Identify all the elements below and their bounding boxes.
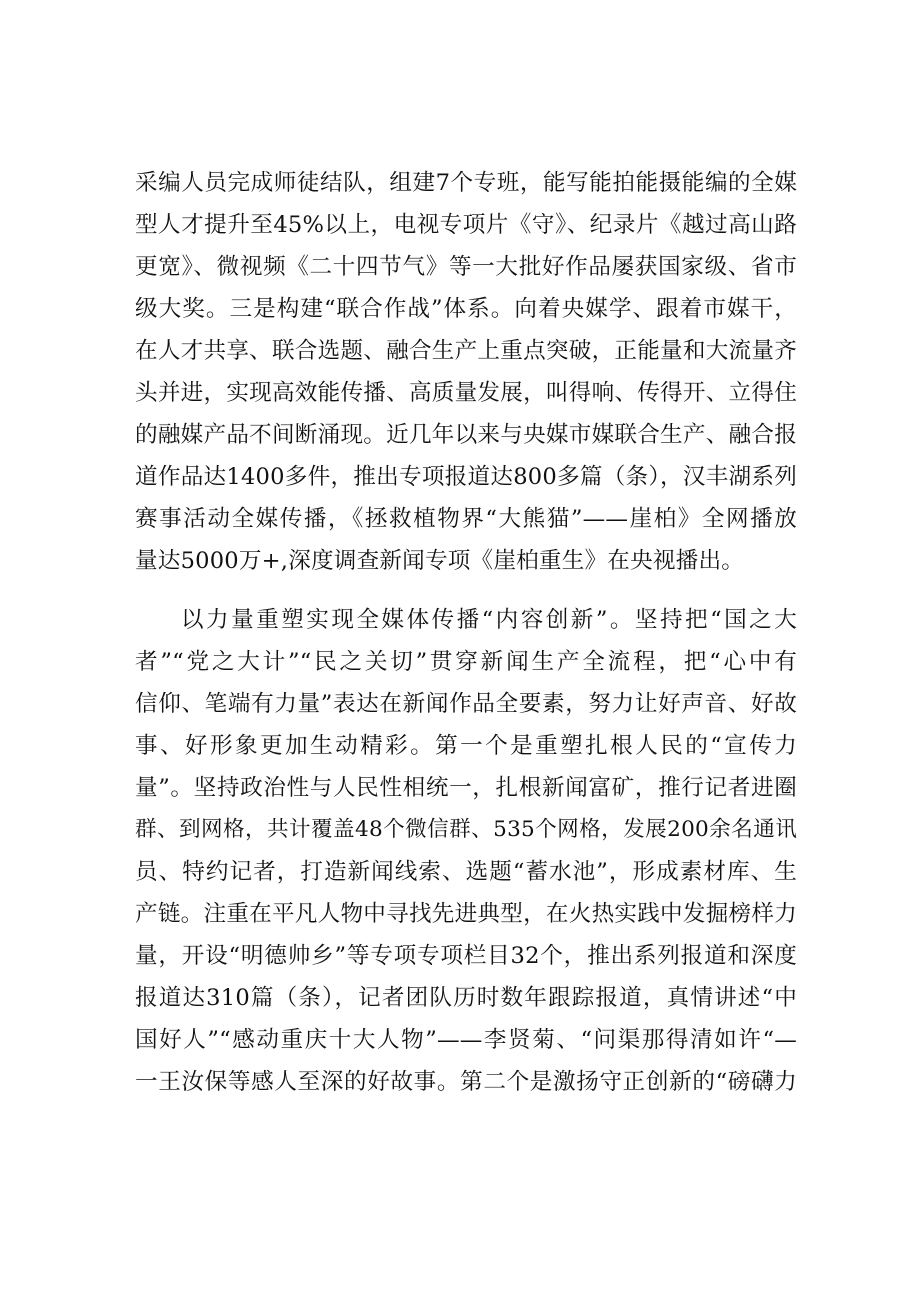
text-line: 一王汝保等感人至深的好故事。第二个是激扬守正创新的“磅礴力 [135,1069,797,1095]
text-line: 在人才共享、联合选题、融合生产上重点突破，正能量和大流量齐 [135,338,797,364]
text-line: 者”“党之大计”“民之关切”贯穿新闻生产全流程，把“心中有 [135,649,797,675]
text-line: 的融媒产品不间断涌现。近几年以来与央媒市媒联合生产、融合报 [135,422,797,448]
text-line: 更宽》、微视频《二十四节气》等一大批好作品屡获国家级、省市 [135,254,797,280]
text-line: 以力量重塑实现全媒体传播“内容创新”。坚持把“国之大 [181,607,797,633]
paragraph-talent-and-cooperation [135,162,797,582]
text-line: 报道达310篇（条），记者团队历时数年跟踪报道，真情讲述“中 [135,985,797,1011]
paragraph-content-innovation [135,599,797,1103]
text-line: 量”。坚持政治性与人民性相统一，扎根新闻富矿，推行记者进圈 [135,775,797,801]
text-line: 群、到网格，共计覆盖48个微信群、535个网格，发展200余名通讯 [135,817,797,842]
text-line: 员、特约记者，打造新闻线索、选题“蓄水池”，形成素材库、生 [135,859,797,885]
text-line: 道作品达1400多件，推出专项报道达800多篇（条），汉丰湖系列 [135,464,797,490]
text-line: 量，开设“明德帅乡”等专项专项栏目32个，推出系列报道和深度 [135,943,797,969]
text-line: 信仰、笔端有力量”表达在新闻作品全要素，努力让好声音、好故 [135,691,797,717]
text-line: 量达5000万+,深度调查新闻专项《崖柏重生》在央视播出。 [135,548,745,574]
text-line: 产链。注重在平凡人物中寻找先进典型，在火热实践中发掘榜样力 [135,901,797,927]
text-line: 型人才提升至45%以上，电视专项片《守》、纪录片《越过高山路 [135,212,797,238]
text-line: 头并进，实现高效能传播、高质量发展，叫得响、传得开、立得住 [135,380,797,406]
text-line: 事、好形象更加生动精彩。第一个是重塑扎根人民的“宣传力 [135,733,797,759]
text-line: 采编人员完成师徒结队，组建7个专班，能写能拍能摄能编的全媒 [135,170,797,196]
text-line: 级大奖。三是构建“联合作战”体系。向着央媒学、跟着市媒干， [135,296,797,322]
text-line: 赛事活动全媒传播，《拯救植物界“大熊猫”——崖柏》全网播放 [135,506,797,532]
text-line: 国好人”“感动重庆十大人物”——李贤菊、“问渠那得清如许“— [135,1027,797,1053]
